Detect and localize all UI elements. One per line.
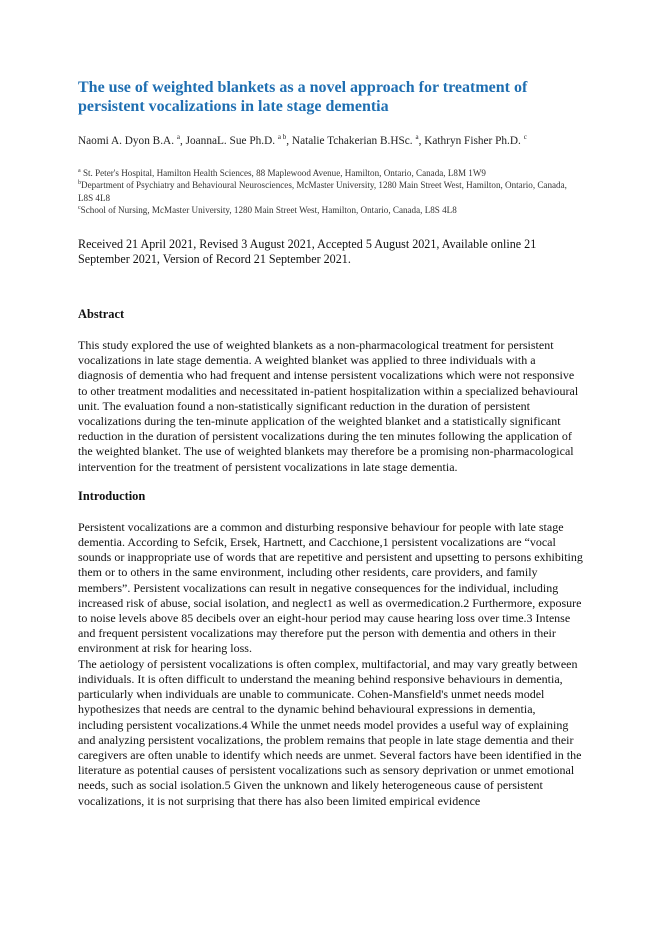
affiliation-item [78, 204, 583, 216]
affiliation-list [78, 167, 583, 217]
introduction-paragraph: The aetiology of persistent vocalizations is often complex, multifactorial, and may vary greatly between individuals. It is often difficult to understand the meaning behind responsive behaviours in dementia, particularly when individuals are unable to communicate. Cohen-Mansfield's unmet needs model hypothesizes that needs are central to the dynamic behind behavioural expressions in dementia, including persistent vocalizations.4 While the unmet needs model provides a useful way of explaining and analyzing persistent vocalizations, the problem remains that people in late stage dementia and their caregivers are often unable to identify which needs are unmet. Several factors have been identified in the literature as potential causes of persistent vocalizations such as sensory deprivation or unmet emotional needs, such as social isolation.5 Given the unknown and likely heterogeneous cause of persistent vocalizations, it is not surprising that there has also been limited empirical evidence [78, 656, 582, 808]
author-affiliation-marker: a [415, 133, 419, 142]
author-separator: , [179, 135, 186, 147]
introduction-heading: Introduction [78, 488, 146, 503]
abstract-text: This study explored the use of weighted blankets as a non-pharmacological treatment for persistent vocalizations in late stage dementia. A weighted blanket was applied to three individuals with a diagnosis of dementia who had frequent and intense persistent vocalizations which were not responsive to other treatment modalities and necessitated in-patient hospitalization within a specialized behavioural unit. The evaluation found a non-statistically significant reduction in the duration of persistent vocalizations during the ten-minute application of the weighted blanket and a statistically significant reduction in the duration of persistent vocalizations during the ten minutes following the application of the weighted blanket. The use of weighted blankets may therefore be a promising non-pharmacological intervention for the treatment of persistent vocalizations in late stage dementia. [78, 338, 579, 474]
introduction-paragraph: Persistent vocalizations are a common and disturbing responsive behaviour for people with late stage dementia. According to Sefcik, Ersek, Hartnett, and Cacchione,1 persistent vocalizations are “vocal sounds or inappropriate use of words that are repetitive and persistent and upsetting to persons exhibiting them or to others in the same environment, including other residents, care providers, and family members”. Persistent vocalizations can result in negative consequences for the individual, including increased risk of abuse, social isolation, and neglect1 as well as overmedication.2 Furthermore, exposure to noise levels above 85 decibels over an eight-hour period may cause hearing loss over time.3 Intense and frequent persistent vocalizations may therefore put the person with dementia and others in their environment at risk for hearing loss. [78, 519, 583, 656]
affiliation-marker: b [78, 180, 81, 187]
author-affiliation-marker: a [176, 133, 180, 142]
author-affiliation-marker: a b [277, 133, 287, 142]
introduction-body [78, 520, 583, 809]
author-list [78, 134, 583, 149]
author-name: Kathryn Fisher Ph.D. [424, 135, 524, 147]
author-name: Naomi A. Dyon B.A. [78, 135, 177, 147]
affiliation-marker: a [78, 167, 81, 174]
author-name: Natalie Tchakerian B.HSc. [291, 135, 416, 147]
author-affiliation-marker: c [523, 133, 527, 142]
abstract-heading: Abstract [78, 307, 125, 322]
author-separator: , [418, 135, 425, 147]
affiliation-text: School of Nursing, McMaster University, 1280 Main Street West, Hamilton, Ontario, Canada, L8S 4L8 [80, 205, 457, 216]
affiliation-item [78, 167, 583, 179]
article-page [78, 78, 583, 809]
publication-dates: Received 21 April 2021, Revised 3 August 2021, Accepted 5 August 2021, Available online 21 September 2021, Version of Record 21 September 2021. [78, 236, 537, 266]
affiliation-text: St. Peter's Hospital, Hamilton Health Sciences, 88 Maplewood Avenue, Hamilton, Ontario, Canada, L8M 1W9 [80, 168, 486, 178]
author-separator: , [286, 135, 292, 147]
author-name: JoannaL. Sue Ph.D. [185, 135, 278, 147]
affiliation-text: Department of Psychiatry and Behavioural Neurosciences, McMaster University, 1280 Main Street West, Hamilton, Ontario, Canada, L8S 4L8 [78, 180, 567, 203]
affiliation-marker: c [78, 205, 81, 212]
article-title: The use of weighted blankets as a novel approach for treatment of persistent vocalizations in late stage dementia [78, 79, 528, 115]
affiliation-item [78, 179, 583, 204]
